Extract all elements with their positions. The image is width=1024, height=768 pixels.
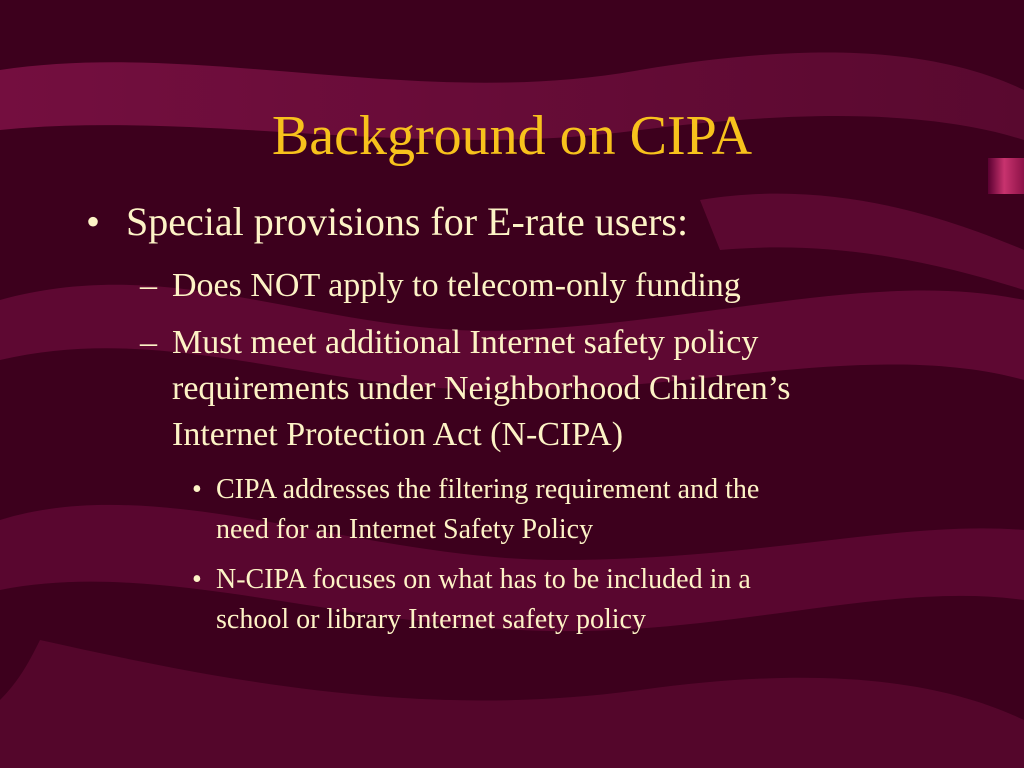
dash-icon: – — [140, 267, 157, 304]
level1-bullet-text: Special provisions for E-rate users: — [126, 199, 689, 244]
level2-item-2-line-2: requirements under Neighborhood Children’s — [172, 370, 791, 407]
level3-item-1-line-1: CIPA addresses the filtering requirement and the — [216, 474, 760, 505]
slide-title: Background on CIPA — [271, 105, 753, 167]
level3-item-2-line-2: school or library Internet safety policy — [216, 604, 646, 635]
level3-item-2-line-1: N-CIPA focuses on what has to be included in a — [216, 564, 751, 595]
bullet-icon: • — [192, 564, 202, 595]
level2-item-2-line-3: Internet Protection Act (N-CIPA) — [172, 416, 624, 453]
level2-item-1-line-1: Does NOT apply to telecom-only funding — [172, 267, 741, 304]
dash-icon: – — [140, 324, 157, 361]
bullet-icon: • — [86, 199, 101, 244]
level2-item-2-line-1: Must meet additional Internet safety policy — [172, 324, 759, 361]
level3-item-1-line-2: need for an Internet Safety Policy — [216, 514, 594, 545]
bullet-icon: • — [192, 474, 202, 505]
